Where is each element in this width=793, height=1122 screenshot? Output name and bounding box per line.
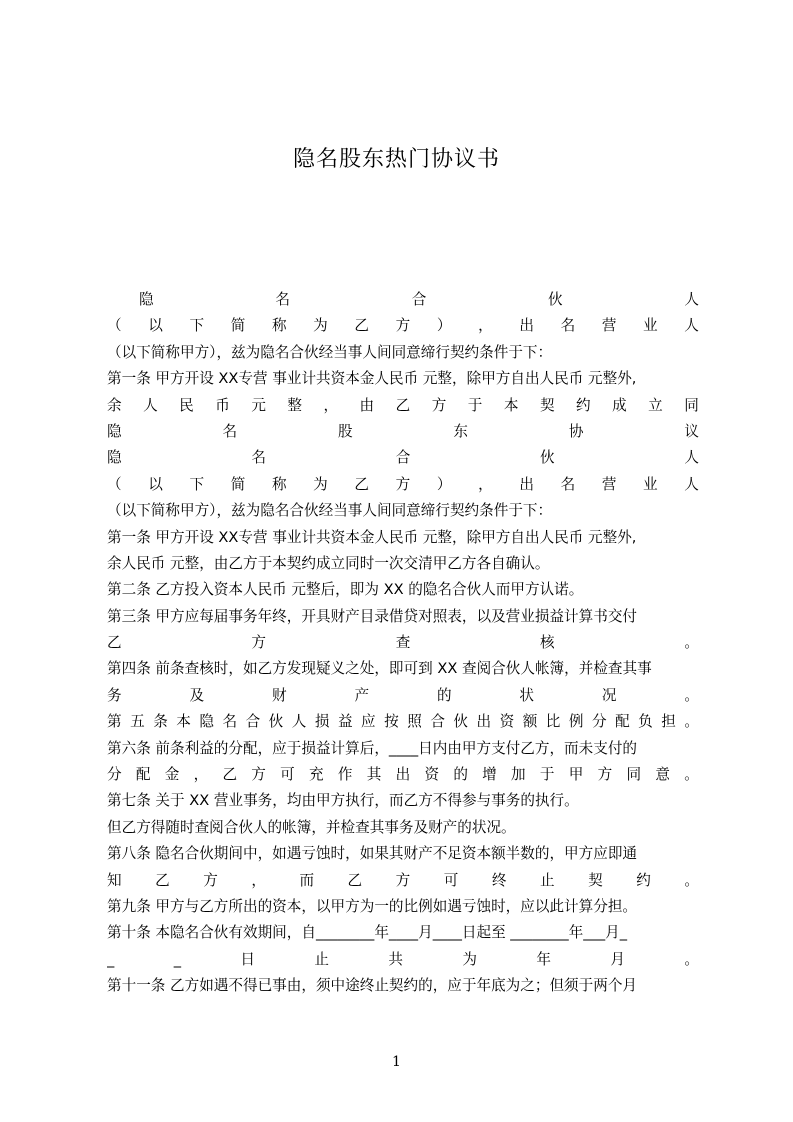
page-number: 1 — [392, 1054, 401, 1070]
text-line: 第四条 前条查核时，如乙方发现疑义之处，即可到 XX 查阅合伙人帐簿，并检查其事 — [107, 660, 652, 678]
text-line: 第十一条 乙方如遇不得已事由，须中途终止契约的，应于年底为之；但须于两个月 — [107, 977, 638, 995]
text-line: 隐 名 股 东 协 议 — [107, 422, 699, 440]
text-line: 分 配 金 ， 乙 方 可 充 作 其 出 资 的 增 加 于 甲 方 同 意 。 — [107, 766, 699, 784]
text-line: （ 以 下 简 称 为 乙 方 ） ， 出 名 营 业 人 — [107, 317, 699, 335]
text-line: 务 及 财 产 的 状 况 。 — [107, 686, 699, 704]
text-line: 知 乙 方 ， 而 乙 方 可 终 止 契 约 。 — [107, 871, 699, 889]
text-line: _ _ 日 止 共 为 年 月 。 — [107, 950, 699, 968]
text-line: （ 以 下 简 称 为 乙 方 ） ， 出 名 营 业 人 — [107, 475, 699, 493]
text-line: 隐 名 合 伙 人 — [139, 291, 699, 308]
text-line: 隐 名 合 伙 人 — [107, 449, 699, 467]
text-line: 第 五 条 本 隐 名 合 伙 人 损 益 应 按 照 合 伙 出 资 额 比 例 分 配 负 担 。 — [107, 713, 699, 731]
text-line: 第二条 乙方投入资本人民币 元整后，即为 XX 的隐名合伙人而甲方认诺。 — [107, 581, 584, 599]
text-line: 余人民币 元整，由乙方于本契约成立同时一次交清甲乙方各自确认。 — [107, 554, 550, 572]
text-line: 第一条 甲方开设 XX专营 事业计共资本金人民币 元整，除甲方自出人民币 元整外, — [107, 528, 637, 546]
text-line: （以下简称甲方），兹为隐名合伙经当事人间同意缔行契约条件于下： — [107, 343, 553, 361]
document-title: 隐名股东热门协议书 — [292, 147, 500, 172]
text-line: （以下简称甲方），兹为隐名合伙经当事人间同意缔行契约条件于下： — [107, 502, 553, 520]
text-line: 第三条 甲方应每届事务年终，开具财产目录借贷对照表，以及营业损益计算书交付 — [107, 607, 638, 625]
text-line: 第九条 甲方与乙方所出的资本，以甲方为一的比例如遇亏蚀时，应以此计算分担。 — [107, 897, 638, 915]
text-line: 但乙方得随时查阅合伙人的帐簿，并检查其事务及财产的状况。 — [107, 818, 516, 836]
text-line: 第八条 隐名合伙期间中，如遇亏蚀时，如果其财产不足资本额半数的，甲方应即通 — [107, 845, 638, 863]
text-line: 乙 方 查 核 。 — [107, 634, 699, 652]
text-line: 第十条 本隐名合伙有效期间，自________年____月____日起至 ________年___月_ — [107, 924, 628, 942]
text-line: 第一条 甲方开设 XX专营 事业计共资本金人民币 元整，除甲方自出人民币 元整外, — [107, 370, 637, 388]
text-line: 第七条 关于 XX 营业事务，均由甲方执行，而乙方不得参与事务的执行。 — [107, 792, 579, 810]
text-line: 余 人 民 币 元 整 ， 由 乙 方 于 本 契 约 成 立 同 — [107, 396, 699, 414]
document-body — [107, 287, 699, 1000]
text-line: 第六条 前条利益的分配，应于损益计算后，____日内由甲方支付乙方，而未支付的 — [107, 739, 638, 757]
